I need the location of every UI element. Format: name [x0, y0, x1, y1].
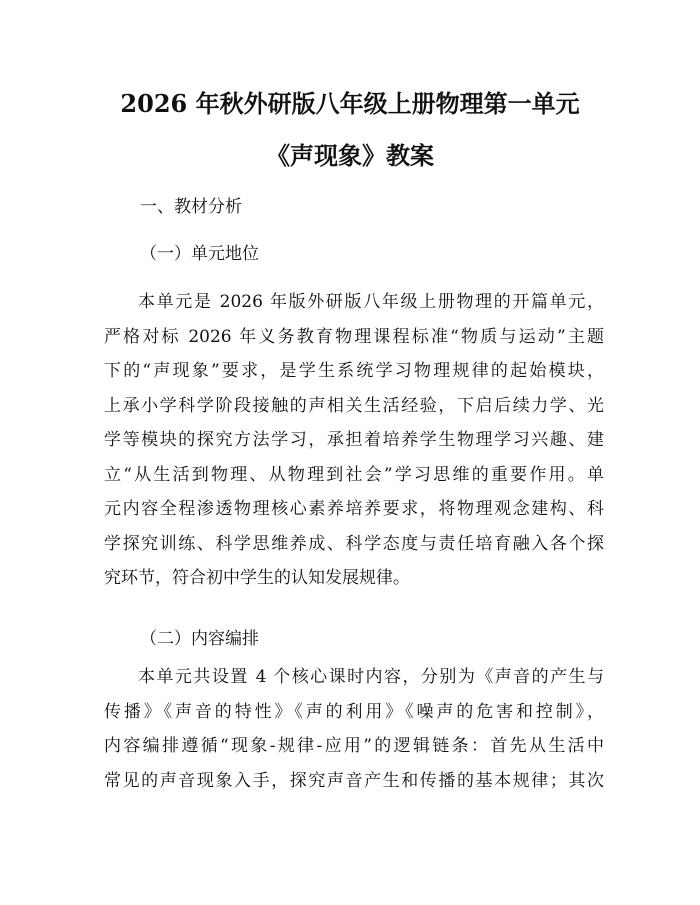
- document-title-line-2: 《声现象》教案: [266, 141, 434, 170]
- paragraph-line: 常见的声音现象入手，探究声音产生和传播的基本规律；其次: [104, 770, 604, 791]
- paragraph-line: 学等模块的探究方法学习，承担着培养学生物理学习兴趣、建: [104, 430, 604, 450]
- paragraph-line: 元内容全程渗透物理核心素养培养要求，将物理观念建构、科: [104, 499, 604, 519]
- paragraph-line: 本单元是 2026 年版外研版八年级上册物理的开篇单元，: [138, 292, 604, 312]
- paragraph-line: 内容编排遵循“现象-规律-应用”的逻辑链条：首先从生活中: [104, 736, 604, 756]
- section-heading-textbook-analysis: 一、教材分析: [140, 197, 242, 217]
- document-title-line-1: 2026 年秋外研版八年级上册物理第一单元: [120, 89, 580, 118]
- subsection-heading-content-arrangement: （二）内容编排: [140, 629, 259, 649]
- paragraph-line: 严格对标 2026 年义务教育物理课程标准“物质与运动”主题: [104, 326, 604, 347]
- paragraph-content-arrangement: [104, 660, 604, 798]
- paragraph-unit-position: [104, 285, 604, 596]
- subsection-heading-unit-position: （一）单元地位: [140, 244, 259, 264]
- paragraph-line: 学探究训练、科学思维养成、科学态度与责任培育融入各个探: [104, 533, 604, 554]
- paragraph-line: 上承小学科学阶段接触的声相关生活经验，下启后续力学、光: [104, 395, 604, 416]
- paragraph-line: 传播》《声音的特性》《声的利用》《噪声的危害和控制》，: [104, 701, 604, 722]
- paragraph-line: 立“从生活到物理、从物理到社会”学习思维的重要作用。单: [104, 464, 604, 485]
- paragraph-line: 本单元共设置 4 个核心课时内容，分别为《声音的产生与: [138, 667, 604, 687]
- paragraph-line: 究环节，符合初中学生的认知发展规律。: [104, 568, 410, 588]
- paragraph-line: 下的“声现象”要求，是学生系统学习物理规律的起始模块，: [104, 361, 604, 381]
